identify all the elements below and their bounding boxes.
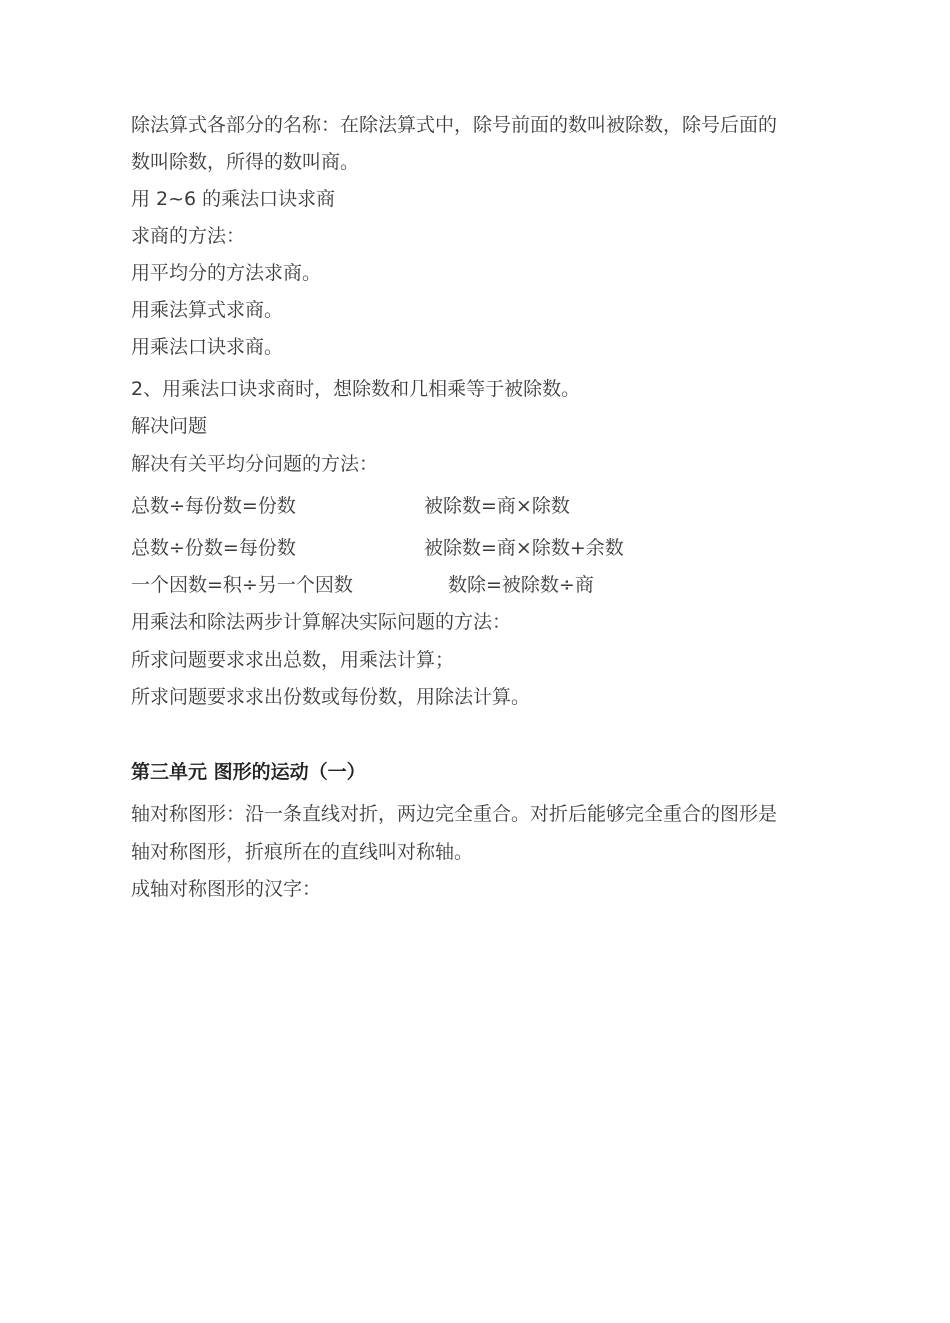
formula-left: 总数÷份数=每份数: [131, 537, 296, 559]
formula-right: 被除数=商×除数: [424, 495, 570, 517]
text-line: 用乘法算式求商。: [131, 299, 284, 321]
text-line: 求商的方法：: [131, 225, 246, 247]
text-line: 所求问题要求求出份数或每份数，用除法计算。: [131, 686, 531, 708]
text-line: 用乘法口诀求商。: [131, 336, 284, 358]
text-line: 成轴对称图形的汉字：: [131, 878, 322, 900]
text-line: 轴对称图形：沿一条直线对折，两边完全重合。对折后能够完全重合的图形是: [131, 803, 778, 825]
text-line: 用平均分的方法求商。: [131, 262, 322, 284]
formula-left: 总数÷每份数=份数: [131, 495, 296, 517]
text-line: 除法算式各部分的名称：在除法算式中，除号前面的数叫被除数，除号后面的: [131, 114, 778, 136]
text-line: 解决问题: [131, 415, 208, 437]
text-line: 用 2~6 的乘法口诀求商: [131, 188, 336, 210]
section-heading: 第三单元 图形的运动（一）: [131, 761, 366, 783]
formula-left: 一个因数=积÷另一个因数: [131, 574, 353, 596]
formula-right: 被除数=商×除数+余数: [424, 537, 624, 559]
text-line: 解决有关平均分问题的方法：: [131, 453, 379, 475]
text-line: 所求问题要求求出总数，用乘法计算；: [131, 649, 455, 671]
formula-right: 数除=被除数÷商: [448, 574, 594, 596]
text-line: 轴对称图形，折痕所在的直线叫对称轴。: [131, 841, 474, 863]
text-line: 用乘法和除法两步计算解决实际问题的方法：: [131, 611, 512, 633]
text-line: 2、用乘法口诀求商时，想除数和几相乘等于被除数。: [131, 378, 581, 400]
text-line: 数叫除数，所得的数叫商。: [131, 151, 360, 173]
